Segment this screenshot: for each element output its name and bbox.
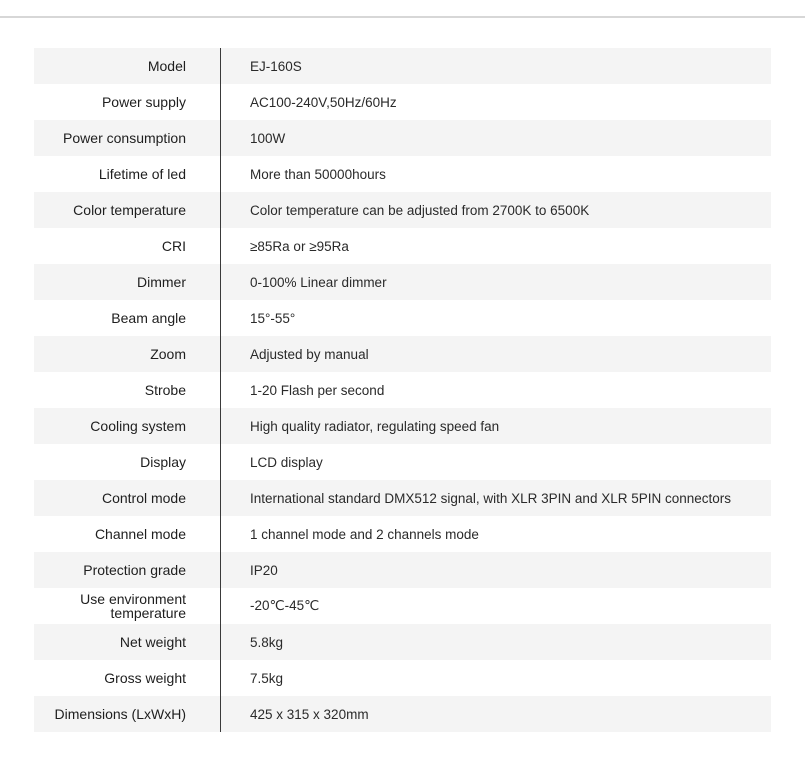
spec-label: Cooling system bbox=[90, 418, 186, 434]
spec-label: Protection grade bbox=[83, 562, 186, 578]
spec-label: Gross weight bbox=[104, 670, 186, 686]
spec-label: Dimmer bbox=[137, 274, 186, 290]
spec-value: AC100-240V,50Hz/60Hz bbox=[250, 94, 397, 110]
spec-label: Power consumption bbox=[63, 130, 186, 146]
spec-label: Use environment temperature bbox=[80, 591, 186, 621]
spec-value: 425 x 315 x 320mm bbox=[250, 706, 369, 722]
table-row bbox=[34, 480, 771, 516]
spec-label: Channel mode bbox=[94, 526, 186, 542]
table-row bbox=[34, 84, 771, 120]
spec-value: 15°-55° bbox=[250, 310, 296, 326]
table-row bbox=[34, 516, 771, 552]
top-divider-line bbox=[0, 16, 805, 18]
spec-value: EJ-160S bbox=[250, 58, 302, 74]
table-row bbox=[34, 264, 771, 300]
table-row bbox=[34, 408, 771, 444]
spec-value: -20℃-45℃ bbox=[250, 598, 320, 613]
spec-value: 1-20 Flash per second bbox=[250, 382, 385, 398]
table-row bbox=[34, 372, 771, 408]
spec-label: CRI bbox=[161, 238, 186, 254]
spec-label: Model bbox=[147, 58, 186, 74]
spec-value: Adjusted by manual bbox=[250, 346, 369, 362]
spec-value: 1 channel mode and 2 channels mode bbox=[250, 526, 479, 542]
spec-label: Net weight bbox=[119, 634, 186, 650]
table-row bbox=[34, 552, 771, 588]
spec-value: 100W bbox=[250, 130, 286, 146]
spec-label: Control mode bbox=[101, 490, 186, 506]
table-row bbox=[34, 120, 771, 156]
table-row bbox=[34, 48, 771, 84]
spec-value: More than 50000hours bbox=[250, 166, 386, 182]
spec-value: 7.5kg bbox=[250, 670, 284, 686]
spec-label: Strobe bbox=[144, 382, 186, 398]
spec-label: Dimensions (LxWxH) bbox=[54, 706, 186, 722]
table-row bbox=[34, 192, 771, 228]
spec-value: High quality radiator, regulating speed fan bbox=[250, 418, 500, 434]
spec-label: Display bbox=[140, 454, 186, 470]
spec-label: Lifetime of led bbox=[98, 166, 186, 182]
spec-value: 5.8kg bbox=[250, 634, 284, 650]
table-row bbox=[34, 660, 771, 696]
spec-label: Zoom bbox=[150, 346, 186, 362]
spec-value: Color temperature can be adjusted from 2700K to 6500K bbox=[250, 202, 590, 218]
spec-value: ≥85Ra or ≥95Ra bbox=[250, 238, 349, 254]
table-row bbox=[34, 624, 771, 660]
table-row bbox=[34, 444, 771, 480]
spec-label: Beam angle bbox=[111, 310, 186, 326]
spec-label: Color temperature bbox=[73, 202, 186, 218]
table-row bbox=[34, 588, 771, 624]
table-row bbox=[34, 300, 771, 336]
spec-value: International standard DMX512 signal, with XLR 3PIN and XLR 5PIN connectors bbox=[250, 490, 732, 506]
table-row bbox=[34, 696, 771, 732]
spec-value: LCD display bbox=[250, 454, 323, 470]
spec-label: Power supply bbox=[101, 94, 186, 110]
table-row bbox=[34, 156, 771, 192]
table-row bbox=[34, 336, 771, 372]
spec-value: 0-100% Linear dimmer bbox=[250, 274, 387, 290]
spec-value: IP20 bbox=[250, 562, 278, 578]
spec-table bbox=[34, 48, 771, 732]
table-row bbox=[34, 228, 771, 264]
